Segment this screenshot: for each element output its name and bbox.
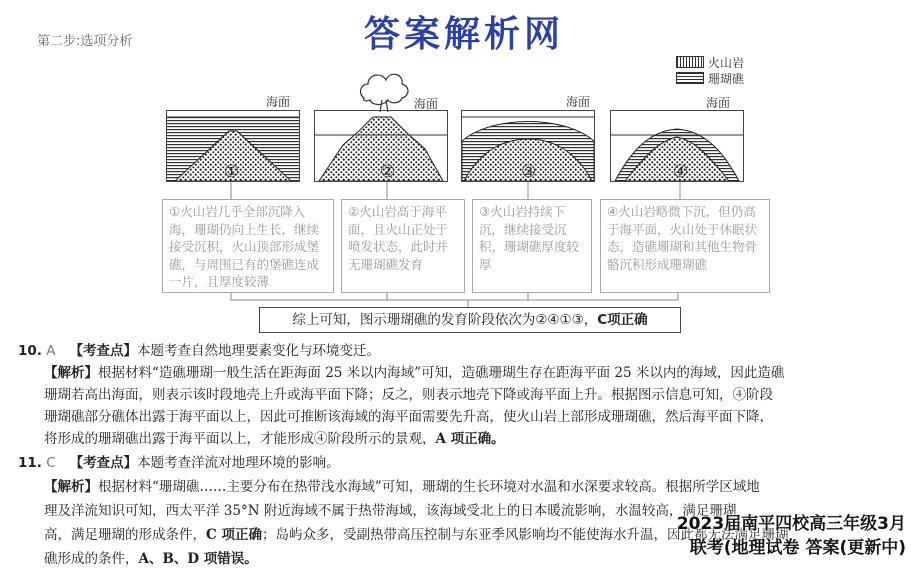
sea-label-3: 海面 bbox=[566, 95, 591, 109]
q11-line-1: 根据材料“珊瑚礁……主要分布在热带浅水海域”可知，珊瑚的生长环境对水温和水深要求较高。根据所学区域地 bbox=[98, 479, 760, 495]
q11-line-4: 礁形成的条件， bbox=[44, 551, 139, 567]
q10-analysis-tag: 【解析】 bbox=[44, 365, 98, 381]
legend-coral-label: 珊瑚礁 bbox=[708, 71, 745, 86]
stage-number-4: ④ bbox=[673, 162, 689, 182]
q10-analysis-1 bbox=[44, 362, 784, 384]
q11-analysis-1 bbox=[44, 476, 760, 498]
overlay-caption bbox=[677, 512, 906, 560]
q10-line-4: 将形成的珊瑚礁出露于海平面以上，才能形成④阶段所示的景观， bbox=[44, 431, 436, 447]
summary-box bbox=[259, 307, 681, 333]
summary-conclusion: C项正确 bbox=[597, 312, 648, 328]
q10-line-3: 珊瑚礁部分礁体出露于海平面以上，因此可推断该海域的海平面需要先升高，使火山岩上部形成珊瑚礁，然后海平面下降， bbox=[44, 409, 773, 425]
sea-label-1: 海面 bbox=[266, 95, 291, 109]
q11-header bbox=[18, 452, 340, 474]
overlay-line-1: 2023届南平四校高三年级3月 bbox=[676, 514, 906, 534]
q10-point: 本题考查自然地理要素变化与环境变迁。 bbox=[136, 343, 380, 359]
summary-text: 综上可知，图示珊瑚礁的发育阶段依次为②④①③， bbox=[292, 312, 598, 328]
stage-box-4: ④火山岩略微下沉，但仍高于海平面，火山处于休眠状态，造礁珊瑚和其他生物骨骼沉积形成珊瑚礁 bbox=[600, 199, 770, 293]
q10-number: 10. bbox=[18, 343, 42, 359]
q10-line-2: 珊瑚若高出海面，则表示该时段地壳上升或海平面下降；反之，则表示地壳下降或海平面上升。根据图示信息可知，④阶段 bbox=[44, 387, 773, 403]
q11-analysis-tag: 【解析】 bbox=[44, 479, 98, 495]
q10-line-4-bold: A 项正确。 bbox=[435, 431, 505, 447]
overlay-line-2: 联考(地理试卷 答案(更新中) bbox=[689, 538, 906, 558]
q11-line-3b: ；岛屿众多，受副热带高压控制与东亚季风影响均不能使海水升温，因此都无法满足珊瑚 bbox=[261, 527, 789, 543]
watermark-title: 答案解析网 bbox=[364, 14, 565, 55]
q10-line-4-wrap bbox=[44, 428, 505, 450]
q11-answer: C bbox=[46, 455, 56, 471]
sea-label-4: 海面 bbox=[706, 96, 731, 110]
q11-line-4-wrap bbox=[44, 548, 258, 570]
q11-point: 本题考查洋流对地理环境的影响。 bbox=[137, 455, 340, 471]
stage-number-1: ① bbox=[224, 162, 240, 182]
q11-point-tag: 【考查点】 bbox=[69, 455, 138, 471]
q11-line-4-bold: A、B、D 项错误。 bbox=[138, 551, 258, 567]
q11-line-3a: 高，满足珊瑚的形成条件， bbox=[44, 527, 206, 543]
q11-line-3-bold: C 项正确 bbox=[206, 527, 262, 543]
stage-box-2: ②火山岩高于海平面，且火山正处于喷发状态，此时并无珊瑚礁发育 bbox=[341, 199, 465, 293]
legend-volcanic-label: 火山岩 bbox=[708, 55, 745, 70]
stage-number-2: ② bbox=[380, 162, 396, 182]
stage-box-3: ③火山岩持续下沉，继续接受沉积，珊瑚礁厚度较厚 bbox=[472, 199, 592, 293]
q11-number: 11. bbox=[18, 455, 42, 471]
step-title: 第二步:选项分析 bbox=[37, 34, 133, 49]
q10-header bbox=[18, 340, 380, 362]
stage-box-1: ①火山岩几乎全部沉降入海，珊瑚仍向上生长，继续接受沉积，火山顶部形成堡礁，与周围已有的堡礁连成一片，且厚度较薄 bbox=[162, 199, 334, 293]
q10-answer: A bbox=[46, 343, 56, 359]
stage-number-3: ③ bbox=[521, 162, 537, 182]
q10-point-tag: 【考查点】 bbox=[69, 343, 137, 359]
sea-label-2: 海面 bbox=[414, 97, 439, 111]
q11-line-2: 理及洋流知识可知，西太平洋 35°N 附近海域不属于热带海域，该海域受北上的日本暖流影响，水温较高，满足珊瑚 bbox=[44, 503, 737, 519]
q10-line-1: 根据材料“造礁珊瑚一般生活在距海面 25 米以内海域”可知，造礁珊瑚生存在距海平面 25 米以内的海域，因此造礁 bbox=[98, 365, 785, 381]
